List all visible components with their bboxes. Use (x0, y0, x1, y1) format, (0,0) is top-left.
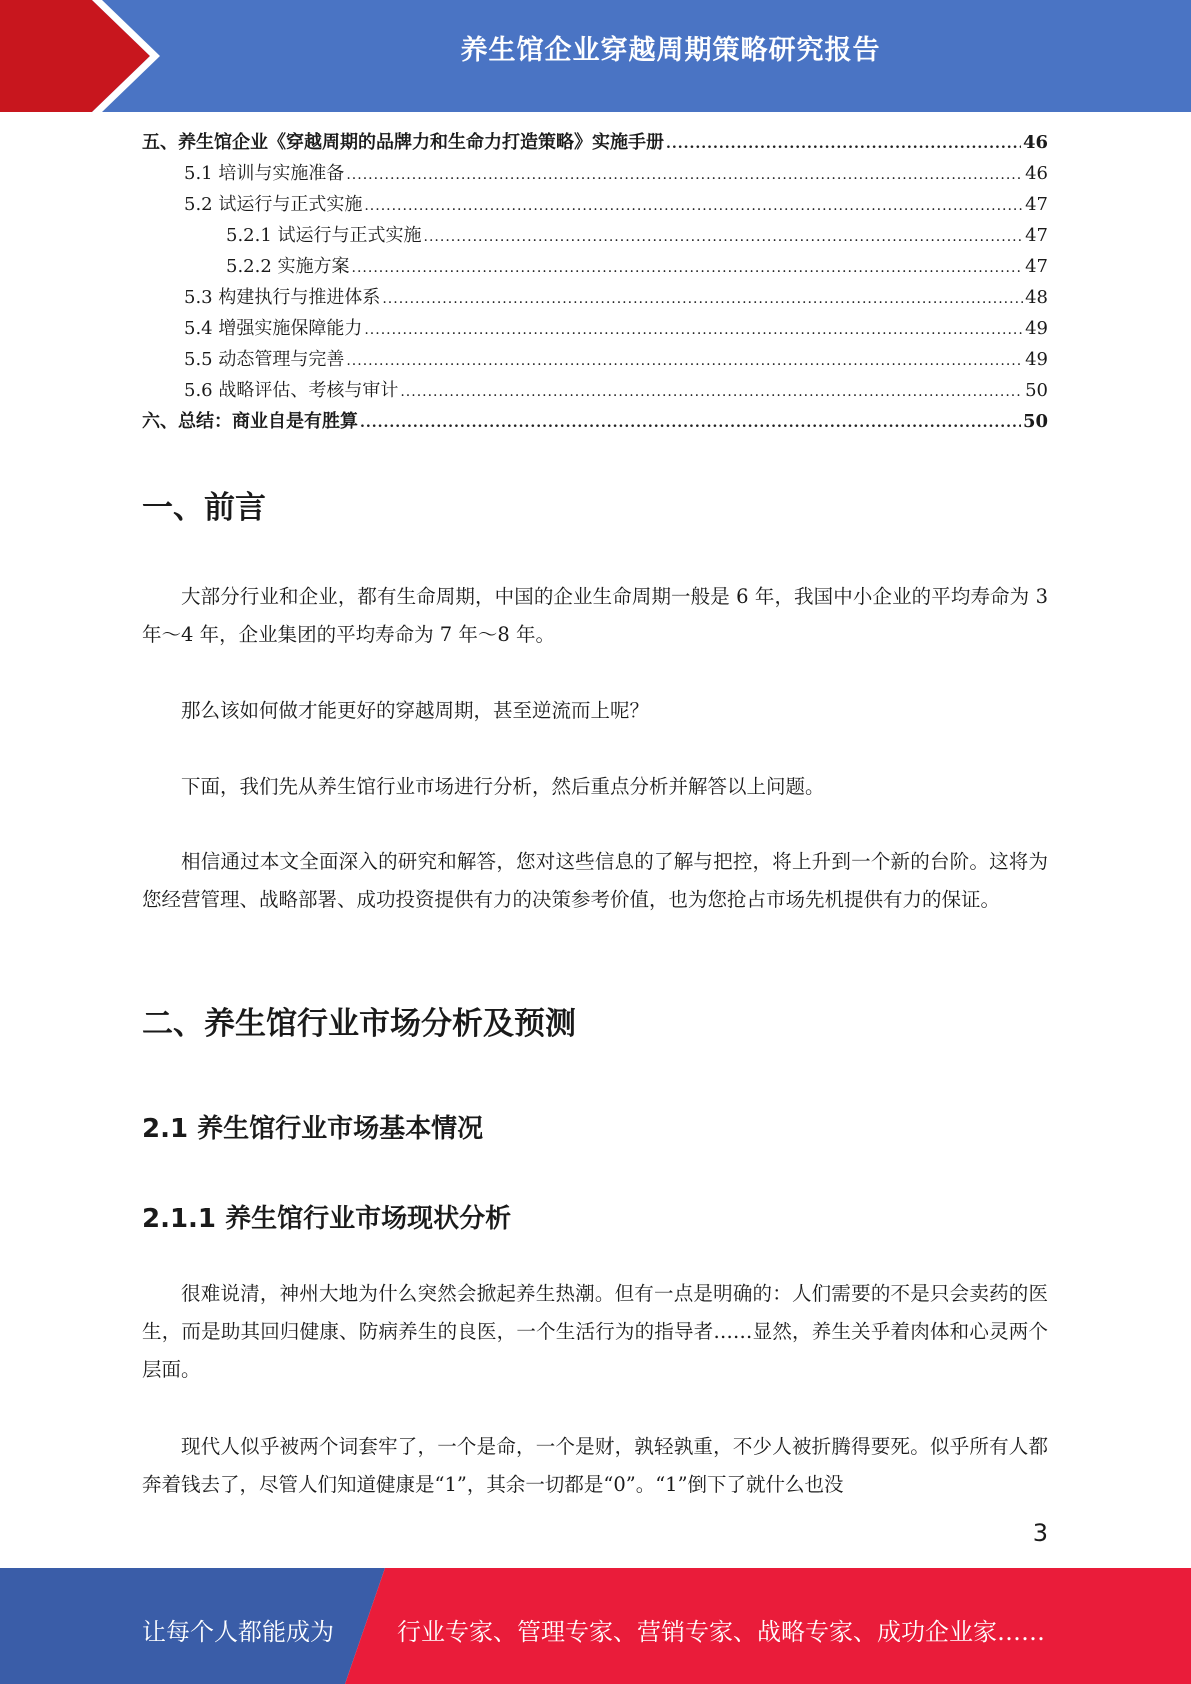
preface-heading: 一、前言 (142, 490, 266, 526)
toc-dot-leader (382, 291, 1023, 307)
preface-paragraph-1: 大部分行业和企业，都有生命周期，中国的企业生命周期一般是 6 年，我国中小企业的平均寿命为 3 年～4 年，企业集团的平均寿命为 7 年～8 年。 (142, 585, 1048, 646)
toc-entry[interactable] (142, 283, 1048, 314)
toc-entry[interactable] (142, 221, 1048, 252)
footer-slogan-right: 行业专家、管理专家、营销专家、战略专家、成功企业家…… (397, 1618, 1045, 1646)
page-header (0, 0, 1191, 112)
page-number: 3 (1032, 1519, 1048, 1547)
preface-paragraph-2: 那么该如何做才能更好的穿越周期，甚至逆流而上呢？ (181, 699, 650, 722)
toc-entry-title: 5.4 增强实施保障能力 (184, 318, 363, 339)
toc-entry[interactable] (142, 314, 1048, 345)
toc-dot-leader (364, 198, 1023, 214)
toc-dot-leader (360, 415, 1021, 431)
toc-entry-title: 5.6 战略评估、考核与审计 (184, 380, 399, 401)
toc-entry-title: 五、养生馆企业《穿越周期的品牌力和生命力打造策略》实施手册 (142, 132, 664, 153)
toc-entry-page: 46 (1022, 132, 1048, 153)
toc-dot-leader (364, 322, 1023, 338)
toc-entry[interactable] (142, 376, 1048, 407)
toc-dot-leader (352, 260, 1024, 276)
market-paragraph-1: 很难说清，神州大地为什么突然会掀起养生热潮。但有一点是明确的：人们需要的不是只会卖药的医生，而是助其回归健康、防病养生的良医，一个生活行为的指导者……显然，养生关乎着肉体和心灵两个层面。 (142, 1282, 1048, 1381)
toc-entry[interactable] (142, 345, 1048, 376)
toc-entry-title: 六、总结：商业自是有胜算 (142, 411, 358, 432)
toc-dot-leader (346, 353, 1023, 369)
toc-entry-page: 47 (1025, 194, 1048, 215)
subsection-2-1-heading: 2.1 养生馆行业市场基本情况 (142, 1114, 484, 1144)
toc-dot-leader (400, 384, 1023, 400)
toc-entry[interactable] (142, 190, 1048, 221)
market-analysis-heading: 二、养生馆行业市场分析及预测 (142, 1006, 576, 1042)
toc-entry-page: 50 (1025, 380, 1048, 401)
preface-paragraph-3: 下面，我们先从养生馆行业市场进行分析，然后重点分析并解答以上问题。 (181, 775, 825, 798)
subsection-2-1-1-heading: 2.1.1 养生馆行业市场现状分析 (142, 1204, 512, 1234)
toc-entry-title: 5.2.1 试运行与正式实施 (226, 225, 422, 246)
toc-entry[interactable] (142, 159, 1048, 190)
toc-dot-leader (666, 136, 1021, 152)
page-footer (0, 1568, 1191, 1684)
toc-entry[interactable] (142, 128, 1048, 159)
market-paragraph-2: 现代人似乎被两个词套牢了，一个是命，一个是财，孰轻孰重，不少人被折腾得要死。似乎所有人都奔着钱去了，尽管人们知道健康是“1”，其余一切都是“0”。“1”倒下了就什么也没 (142, 1435, 1048, 1496)
preface-paragraph-4: 相信通过本文全面深入的研究和解答，您对这些信息的了解与把控，将上升到一个新的台阶。这将为您经营管理、战略部署、成功投资提供有力的决策参考价值，也为您抢占市场先机提供有力的保证。 (142, 850, 1048, 911)
toc-entry-page: 50 (1022, 411, 1048, 432)
toc-entry[interactable] (142, 407, 1048, 438)
toc-dot-leader (424, 229, 1024, 245)
toc-entry-title: 5.1 培训与实施准备 (184, 163, 345, 184)
toc-entry[interactable] (142, 252, 1048, 283)
toc-entry-page: 47 (1025, 256, 1048, 277)
toc-entry-page: 49 (1025, 318, 1048, 339)
toc-entry-page: 46 (1025, 163, 1048, 184)
footer-slogan-left: 让每个人都能成为 (142, 1618, 334, 1646)
toc-dot-leader (346, 167, 1023, 183)
toc-entry-title: 5.3 构建执行与推进体系 (184, 287, 381, 308)
toc-entry-title: 5.2 试运行与正式实施 (184, 194, 363, 215)
toc-entry-title: 5.5 动态管理与完善 (184, 349, 345, 370)
table-of-contents (142, 128, 1048, 438)
report-title: 养生馆企业穿越周期策略研究报告 (460, 35, 881, 66)
toc-entry-page: 47 (1025, 225, 1048, 246)
toc-entry-page: 49 (1025, 349, 1048, 370)
toc-entry-page: 48 (1025, 287, 1048, 308)
toc-entry-title: 5.2.2 实施方案 (226, 256, 350, 277)
